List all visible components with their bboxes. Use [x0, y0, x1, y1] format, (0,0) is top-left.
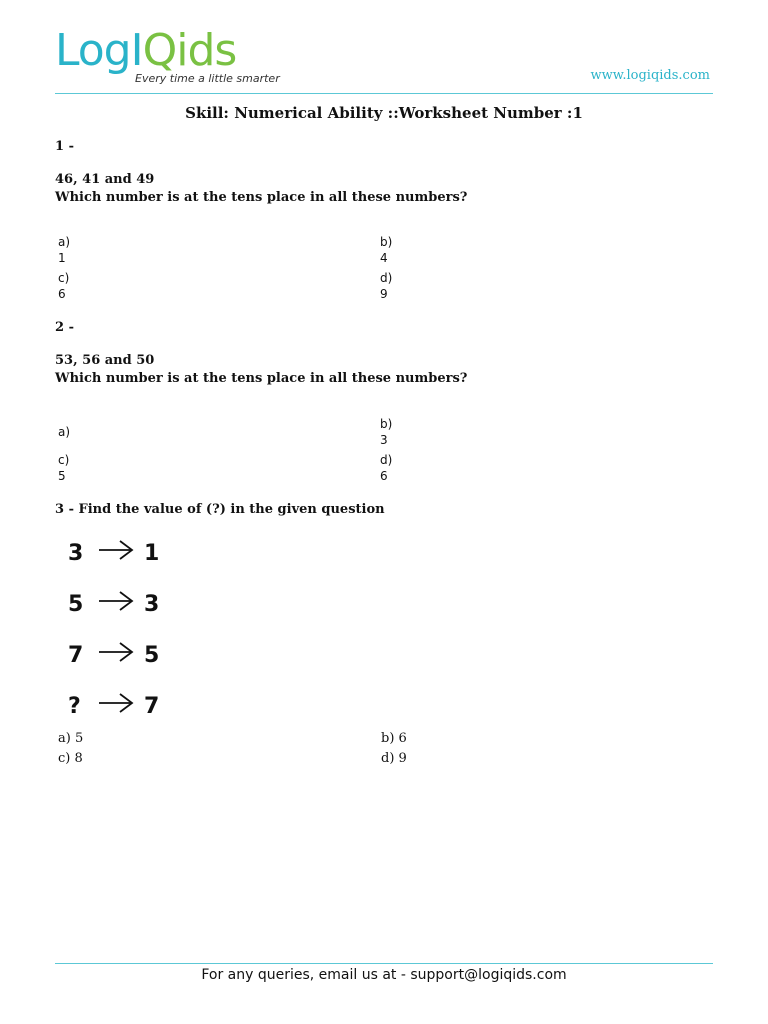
q1-option-b[interactable]	[380, 234, 392, 266]
option-value: 9	[380, 287, 388, 301]
logo-text-ids: ids	[176, 25, 237, 76]
option-label: d)	[380, 453, 393, 467]
q3-heading: 3 - Find the value of (?) in the given question	[55, 502, 385, 517]
sequence-input: 5	[68, 591, 84, 617]
sequence-row	[68, 538, 172, 568]
q1-text	[55, 171, 467, 207]
q2-question-line: Which number is at the tens place in all these numbers?	[55, 371, 468, 386]
option-label: c)	[58, 271, 70, 285]
q3-option-a[interactable]: a) 5	[58, 731, 84, 746]
sequence-row	[68, 691, 172, 721]
logo	[55, 25, 236, 77]
q1-numbers-line: 46, 41 and 49	[55, 172, 155, 187]
q3-option-c[interactable]: c) 8	[58, 751, 83, 766]
arrow-right-icon	[98, 692, 134, 714]
footer-contact: For any queries, email us at - support@logiqids.com	[201, 967, 567, 983]
option-label: c)	[58, 453, 70, 467]
logo-tagline: Every time a little smarter	[135, 72, 280, 85]
site-url-link[interactable]: www.logiqids.com	[590, 68, 710, 83]
q2-numbers-line: 53, 56 and 50	[55, 353, 155, 368]
sequence-output: 7	[144, 693, 160, 719]
option-value: 3	[380, 433, 388, 447]
arrow-right-icon	[98, 641, 134, 663]
q3-option-d[interactable]: d) 9	[381, 751, 407, 766]
footer-divider	[55, 963, 713, 964]
option-value: 1	[58, 251, 66, 265]
sequence-row	[68, 589, 172, 619]
sequence-output: 5	[144, 642, 160, 668]
q1-option-a[interactable]	[58, 234, 70, 266]
option-label: a)	[58, 235, 71, 249]
sequence-input: ?	[68, 693, 81, 719]
q2-number: 2 -	[55, 320, 74, 335]
option-label: a)	[58, 425, 71, 439]
arrow-right-icon	[98, 590, 134, 612]
arrow-right-icon	[98, 539, 134, 561]
q1-option-c[interactable]	[58, 270, 69, 302]
worksheet-title: Skill: Numerical Ability ::Worksheet Number :1	[185, 104, 583, 122]
q2-option-b[interactable]	[380, 416, 392, 448]
sequence-output: 3	[144, 591, 160, 617]
logo-text-logi: LogI	[55, 25, 143, 76]
option-label: b)	[380, 417, 393, 431]
option-label: b)	[380, 235, 393, 249]
option-value: 4	[380, 251, 388, 265]
q2-option-a[interactable]	[58, 424, 70, 440]
sequence-input: 3	[68, 540, 84, 566]
q2-text	[55, 352, 467, 388]
q1-number: 1 -	[55, 139, 74, 154]
q2-option-c[interactable]	[58, 452, 69, 484]
option-value: 6	[380, 469, 388, 483]
sequence-row	[68, 640, 172, 670]
option-value: 5	[58, 469, 66, 483]
option-value: 6	[58, 287, 66, 301]
sequence-input: 7	[68, 642, 84, 668]
sequence-output: 1	[144, 540, 160, 566]
q1-question-line: Which number is at the tens place in all these numbers?	[55, 190, 468, 205]
q1-option-d[interactable]	[380, 270, 392, 302]
option-label: d)	[380, 271, 393, 285]
header-divider	[55, 93, 713, 94]
q3-option-b[interactable]: b) 6	[381, 731, 407, 746]
logo-text-q: Q	[142, 25, 177, 76]
q2-option-d[interactable]	[380, 452, 392, 484]
